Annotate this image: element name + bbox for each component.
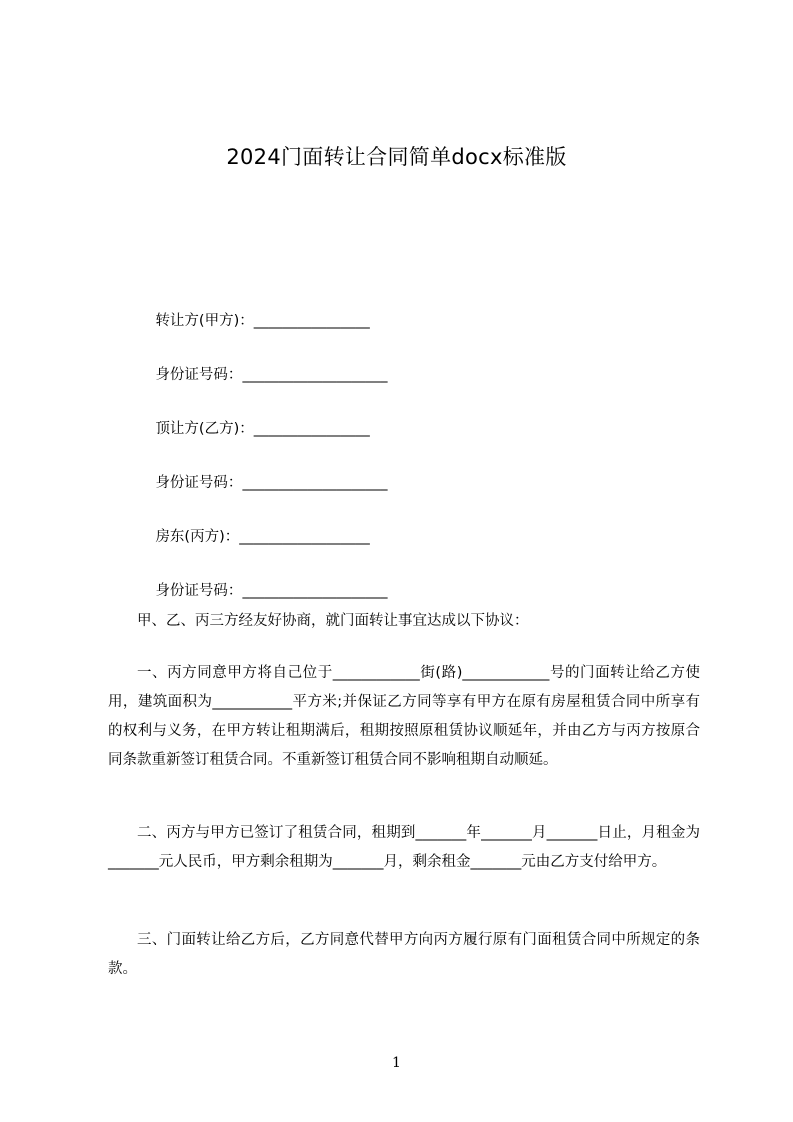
clause-2-text: 二、丙方与甲方已签订了租赁合同，租期到_______年_______月_______日止，月租金为_______元人民币，甲方剩余租期为_______月，剩余租金_______元由乙方支付给甲方。 (108, 825, 700, 870)
field-blank: ________________ (253, 421, 370, 437)
transferee-field (137, 399, 370, 459)
intro-paragraph: 甲、乙、丙三方经友好协商，就门面转让事宜达成以下协议： (137, 613, 529, 629)
page-number: 1 (392, 1055, 401, 1071)
landlord-field (137, 507, 370, 567)
transferor-id-field (137, 345, 387, 405)
field-label: 身份证号码： (155, 367, 243, 383)
field-label: 顶让方(乙方)： (155, 421, 254, 437)
document-title: 2024门面转让合同简单docx标准版 (226, 145, 567, 169)
transferee-id-field (137, 453, 387, 513)
field-label: 身份证号码： (155, 475, 243, 491)
field-blank: __________________ (239, 529, 370, 545)
clause-2 (108, 819, 700, 877)
field-label: 身份证号码： (155, 583, 243, 599)
transferor-field (137, 291, 370, 351)
field-blank: ________________ (253, 313, 370, 329)
clause-3-text: 三、门面转让给乙方后，乙方同意代替甲方向丙方履行原有门面租赁合同中所规定的条款。 (108, 932, 700, 977)
field-blank: ____________________ (242, 475, 388, 491)
field-label: 房东(丙方)： (155, 529, 240, 545)
clause-1-text: 一、丙方同意甲方将自己位于____________街(路)____________号的门面转让给乙方使用，建筑面积为___________平方米;并保证乙方同等享有甲方在原有房屋租赁合同中所享有的权利与义务，在甲方转让租期满后，租期按照原租赁协议顺延年，并由乙方与丙方按原合同条款重新签订租赁合同。不重新签订租赁合同不影响租期自动顺延。 (108, 665, 700, 768)
clause-3 (108, 926, 700, 984)
field-blank: ____________________ (242, 583, 388, 599)
field-label: 转让方(甲方)： (155, 313, 254, 329)
field-blank: ____________________ (242, 367, 388, 383)
clause-1 (108, 659, 700, 775)
